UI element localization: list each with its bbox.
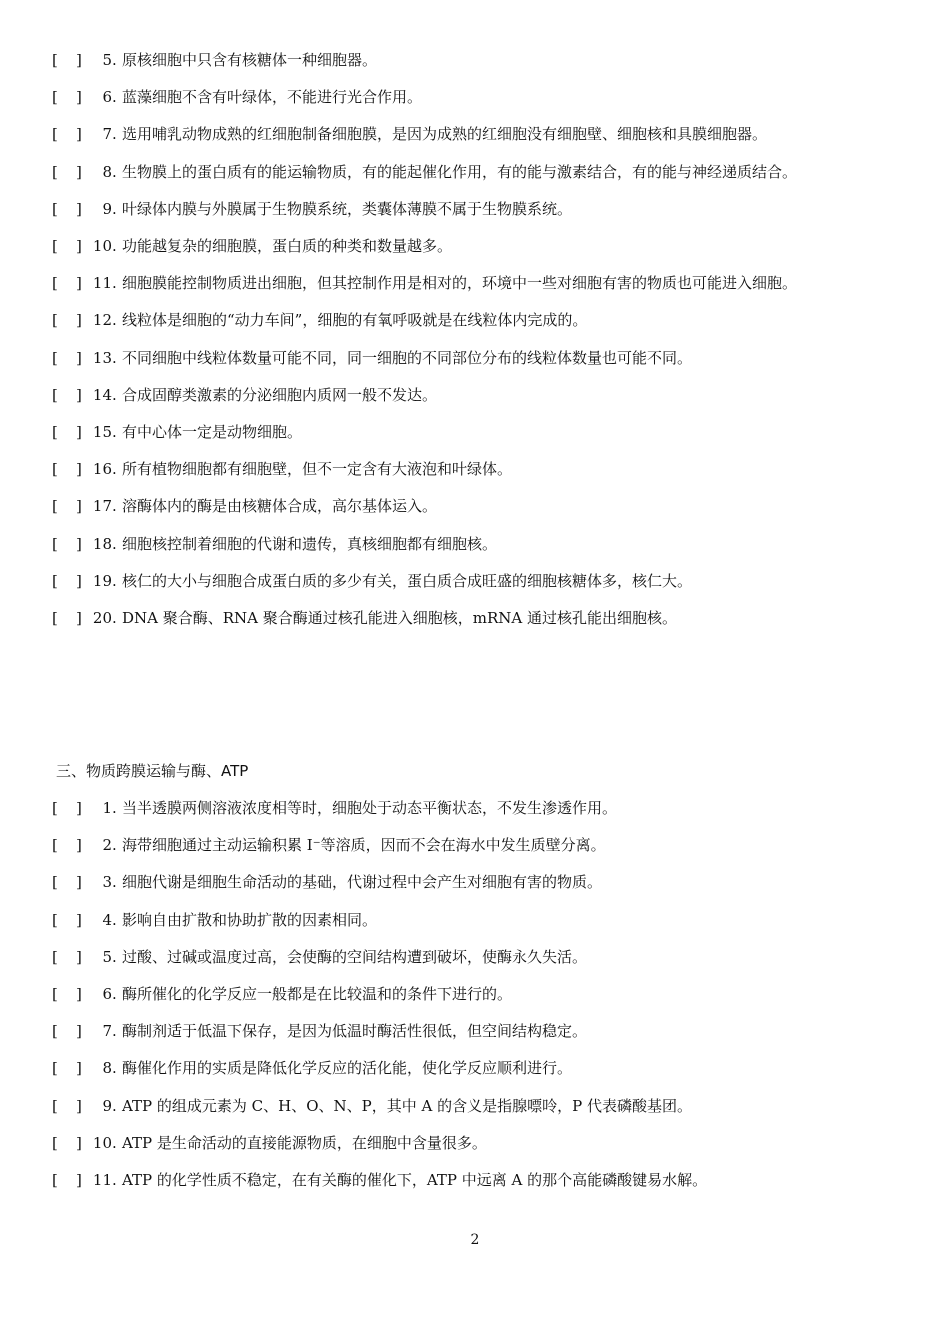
question-item (0, 600, 950, 637)
answer-bracket-close: ] (76, 534, 82, 553)
answer-bracket-close: ] (76, 237, 82, 256)
question-number: 7 (102, 1022, 112, 1041)
question-item (0, 939, 950, 976)
question-number: 20 (92, 609, 112, 628)
question-number: 8 (102, 162, 112, 181)
number-dot: . (112, 1022, 117, 1041)
question-text: DNA 聚合酶、RNA 聚合酶通过核孔能进入细胞核，mRNA 通过核孔能出细胞核。 (122, 609, 678, 628)
answer-bracket-close: ] (76, 199, 82, 218)
number-dot: . (112, 1171, 117, 1190)
question-text: 有中心体一定是动物细胞。 (122, 423, 303, 442)
question-item (0, 1050, 950, 1087)
question-item (0, 340, 950, 377)
answer-bracket-open: [ (52, 873, 58, 892)
question-text: 不同细胞中线粒体数量可能不同，同一细胞的不同部位分布的线粒体数量也可能不同。 (122, 348, 693, 367)
answer-bracket-close: ] (76, 423, 82, 442)
number-dot: . (112, 1133, 117, 1152)
answer-bracket-open: [ (52, 609, 58, 628)
answer-bracket-open: [ (52, 162, 58, 181)
answer-bracket-close: ] (76, 88, 82, 107)
answer-bracket-open: [ (52, 348, 58, 367)
question-number: 6 (102, 88, 112, 107)
number-dot: . (112, 947, 117, 966)
question-item (0, 976, 950, 1013)
answer-bracket-close: ] (76, 460, 82, 479)
question-number: 3 (102, 873, 112, 892)
question-item (0, 827, 950, 864)
answer-bracket-open: [ (52, 385, 58, 404)
answer-bracket-open: [ (52, 947, 58, 966)
answer-bracket-close: ] (76, 274, 82, 293)
question-text: 当半透膜两侧溶液浓度相等时，细胞处于动态平衡状态，不发生渗透作用。 (122, 799, 618, 817)
answer-bracket-close: ] (76, 836, 82, 855)
number-dot: . (112, 423, 117, 442)
number-dot: . (112, 274, 117, 293)
page-number: 2 (470, 1232, 480, 1248)
answer-bracket-open: [ (52, 1171, 58, 1190)
answer-bracket-open: [ (52, 51, 58, 69)
question-item (0, 488, 950, 525)
question-item (0, 790, 950, 827)
question-text: 合成固醇类激素的分泌细胞内质网一般不发达。 (122, 385, 438, 404)
answer-bracket-open: [ (52, 88, 58, 107)
answer-bracket-close: ] (76, 873, 82, 892)
question-number: 1 (102, 799, 112, 817)
number-dot: . (112, 88, 117, 107)
answer-bracket-open: [ (52, 571, 58, 590)
answer-bracket-open: [ (52, 1096, 58, 1115)
question-number: 2 (102, 836, 112, 855)
answer-bracket-close: ] (76, 51, 82, 69)
question-number: 5 (102, 947, 112, 966)
question-number: 8 (102, 1059, 112, 1078)
question-text: 细胞膜能控制物质进出细胞，但其控制作用是相对的，环境中一些对细胞有害的物质也可能进入细胞。 (122, 274, 798, 293)
answer-bracket-open: [ (52, 910, 58, 929)
question-text: 酶催化作用的实质是降低化学反应的活化能，使化学反应顺利进行。 (122, 1059, 573, 1078)
question-number: 7 (102, 125, 112, 144)
question-text: 蓝藻细胞不含有叶绿体，不能进行光合作用。 (122, 88, 423, 107)
number-dot: . (112, 199, 117, 218)
answer-bracket-open: [ (52, 125, 58, 144)
question-number: 10 (92, 237, 112, 256)
question-item (0, 451, 950, 488)
question-number: 14 (92, 385, 112, 404)
number-dot: . (112, 571, 117, 590)
answer-bracket-close: ] (76, 162, 82, 181)
question-number: 16 (92, 460, 112, 479)
answer-bracket-open: [ (52, 237, 58, 256)
question-number: 10 (92, 1133, 112, 1152)
number-dot: . (112, 311, 117, 330)
question-text: ATP 的组成元素为 C、H、O、N、P，其中 A 的含义是指腺嘌呤，P 代表磷酸基团。 (122, 1096, 692, 1115)
question-item (0, 79, 950, 116)
number-dot: . (112, 910, 117, 929)
question-text: 过酸、过碱或温度过高，会使酶的空间结构遭到破坏，使酶永久失活。 (122, 947, 588, 966)
question-item (0, 414, 950, 451)
question-item (0, 1162, 950, 1199)
question-number: 5 (102, 51, 112, 69)
number-dot: . (112, 348, 117, 367)
number-dot: . (112, 385, 117, 404)
question-number: 6 (102, 985, 112, 1004)
question-number: 11 (92, 274, 112, 293)
question-item (0, 526, 950, 563)
question-text: 溶酶体内的酶是由核糖体合成，高尔基体运入。 (122, 497, 438, 516)
number-dot: . (112, 799, 117, 817)
number-dot: . (112, 460, 117, 479)
question-item (0, 1125, 950, 1162)
question-item (0, 302, 950, 339)
answer-bracket-close: ] (76, 947, 82, 966)
question-text: ATP 是生命活动的直接能源物质，在细胞中含量很多。 (122, 1133, 487, 1152)
question-text: 细胞代谢是细胞生命活动的基础，代谢过程中会产生对细胞有害的物质。 (122, 873, 603, 892)
answer-bracket-close: ] (76, 910, 82, 929)
answer-bracket-open: [ (52, 460, 58, 479)
answer-bracket-close: ] (76, 1171, 82, 1190)
answer-bracket-close: ] (76, 799, 82, 817)
answer-bracket-open: [ (52, 836, 58, 855)
question-item (0, 116, 950, 153)
answer-bracket-open: [ (52, 497, 58, 516)
question-number: 4 (102, 910, 112, 929)
answer-bracket-close: ] (76, 385, 82, 404)
question-text: 酶所催化的化学反应一般都是在比较温和的条件下进行的。 (122, 985, 513, 1004)
question-item (0, 377, 950, 414)
section-heading: 三、物质跨膜运输与酶、ATP (56, 762, 249, 780)
answer-bracket-close: ] (76, 348, 82, 367)
question-text: 功能越复杂的细胞膜，蛋白质的种类和数量越多。 (122, 237, 453, 256)
question-item (0, 154, 950, 191)
question-text: 选用哺乳动物成熟的红细胞制备细胞膜，是因为成熟的红细胞没有细胞壁、细胞核和具膜细胞器。 (122, 125, 768, 144)
answer-bracket-close: ] (76, 571, 82, 590)
number-dot: . (112, 497, 117, 516)
question-text: 海带细胞通过主动运输积累 I⁻等溶质，因而不会在海水中发生质壁分离。 (122, 836, 606, 855)
answer-bracket-open: [ (52, 1133, 58, 1152)
question-text: 线粒体是细胞的“动力车间”，细胞的有氧呼吸就是在线粒体内完成的。 (122, 311, 588, 330)
number-dot: . (112, 1059, 117, 1078)
answer-bracket-open: [ (52, 1059, 58, 1078)
number-dot: . (112, 534, 117, 553)
answer-bracket-open: [ (52, 985, 58, 1004)
question-number: 19 (92, 571, 112, 590)
question-number: 12 (92, 311, 112, 330)
answer-bracket-open: [ (52, 799, 58, 817)
number-dot: . (112, 162, 117, 181)
question-text: ATP 的化学性质不稳定，在有关酶的催化下，ATP 中远离 A 的那个高能磷酸键易水解。 (122, 1171, 708, 1190)
question-text: 叶绿体内膜与外膜属于生物膜系统，类囊体薄膜不属于生物膜系统。 (122, 199, 573, 218)
answer-bracket-close: ] (76, 985, 82, 1004)
number-dot: . (112, 125, 117, 144)
question-item (0, 228, 950, 265)
number-dot: . (112, 873, 117, 892)
question-text: 所有植物细胞都有细胞壁，但不一定含有大液泡和叶绿体。 (122, 460, 513, 479)
question-item (0, 864, 950, 901)
question-number: 15 (92, 423, 112, 442)
question-list-part1 (0, 42, 950, 637)
answer-bracket-close: ] (76, 497, 82, 516)
question-text: 原核细胞中只含有核糖体一种细胞器。 (122, 51, 378, 69)
answer-bracket-close: ] (76, 125, 82, 144)
number-dot: . (112, 985, 117, 1004)
answer-bracket-close: ] (76, 609, 82, 628)
number-dot: . (112, 1096, 117, 1115)
answer-bracket-close: ] (76, 1096, 82, 1115)
question-number: 9 (102, 1096, 112, 1115)
number-dot: . (112, 836, 117, 855)
answer-bracket-close: ] (76, 311, 82, 330)
answer-bracket-open: [ (52, 534, 58, 553)
answer-bracket-open: [ (52, 274, 58, 293)
number-dot: . (112, 237, 117, 256)
question-number: 9 (102, 199, 112, 218)
answer-bracket-close: ] (76, 1022, 82, 1041)
question-number: 13 (92, 348, 112, 367)
question-item (0, 265, 950, 302)
answer-bracket-close: ] (76, 1133, 82, 1152)
number-dot: . (112, 609, 117, 628)
question-text: 核仁的大小与细胞合成蛋白质的多少有关，蛋白质合成旺盛的细胞核糖体多，核仁大。 (122, 571, 693, 590)
question-item (0, 902, 950, 939)
question-item (0, 1013, 950, 1050)
answer-bracket-close: ] (76, 1059, 82, 1078)
question-number: 17 (92, 497, 112, 516)
number-dot: . (112, 51, 117, 69)
answer-bracket-open: [ (52, 199, 58, 218)
answer-bracket-open: [ (52, 1022, 58, 1041)
answer-bracket-open: [ (52, 311, 58, 330)
question-number: 11 (92, 1171, 112, 1190)
question-item (0, 42, 950, 79)
question-text: 酶制剂适于低温下保存，是因为低温时酶活性很低，但空间结构稳定。 (122, 1022, 588, 1041)
question-list-section3 (0, 790, 950, 1199)
answer-bracket-open: [ (52, 423, 58, 442)
question-number: 18 (92, 534, 112, 553)
question-text: 生物膜上的蛋白质有的能运输物质，有的能起催化作用，有的能与激素结合，有的能与神经递质结合。 (122, 162, 798, 181)
question-text: 影响自由扩散和协助扩散的因素相同。 (122, 910, 378, 929)
question-item (0, 1088, 950, 1125)
question-item (0, 563, 950, 600)
question-item (0, 191, 950, 228)
question-text: 细胞核控制着细胞的代谢和遗传，真核细胞都有细胞核。 (122, 534, 498, 553)
